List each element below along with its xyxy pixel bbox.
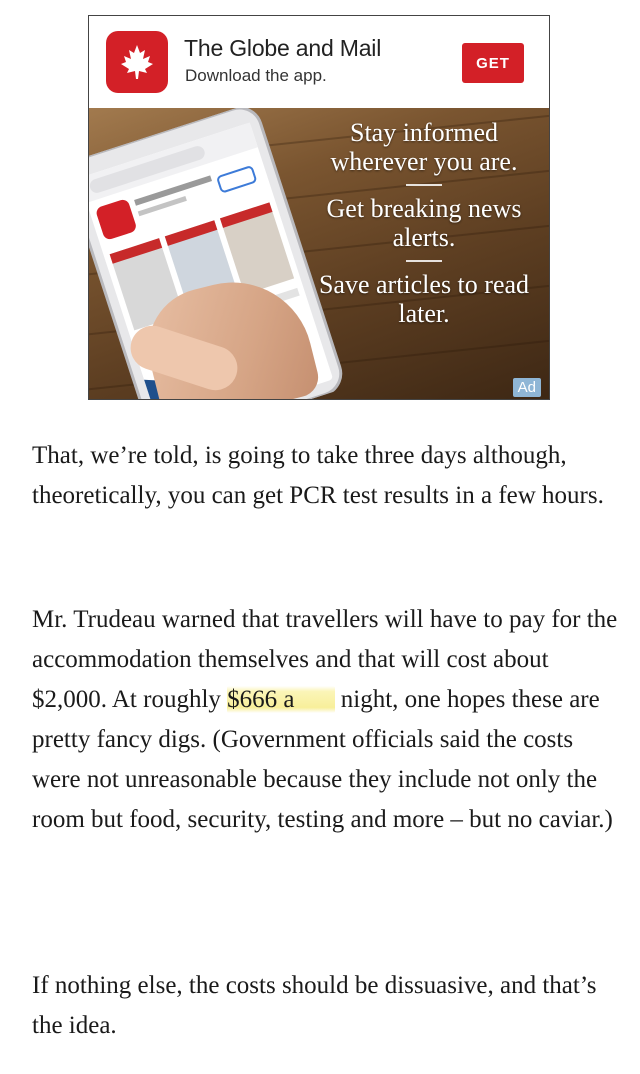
ad-hero-image[interactable]	[89, 108, 549, 400]
tagline-breaking-news: Get breaking news alerts.	[326, 194, 522, 252]
paragraph-text: Mr. Trudeau warned that travellers will have to pay for the accommodation themselves and that will cost about $2,000. At roughly	[32, 606, 618, 713]
ad-header[interactable]	[89, 16, 549, 108]
get-app-button[interactable]: GET	[462, 43, 524, 83]
tagline-save-articles: Save articles to read later.	[318, 270, 530, 328]
ad-tagline	[304, 118, 544, 328]
paragraph-text: night, one hopes these are pretty fancy digs. (Government officials said the costs were not unreasonable because they include not only the room but food, security, testing and more – but no caviar.)	[32, 686, 613, 833]
tagline-divider	[406, 184, 442, 186]
ad-app-name: The Globe and Mail	[184, 35, 382, 61]
article-paragraph	[32, 600, 622, 840]
highlighted-text[interactable]: $666 a	[227, 686, 334, 713]
ad-badge[interactable]: Ad	[513, 378, 541, 397]
maple-leaf-icon	[117, 42, 157, 82]
app-download-ad[interactable]	[88, 15, 550, 400]
app-logo[interactable]	[106, 31, 168, 93]
tagline-stay-informed: Stay informed wherever you are.	[330, 118, 518, 176]
ad-app-subtitle: Download the app.	[185, 66, 327, 85]
tagline-divider	[406, 260, 442, 262]
article-paragraph: That, we’re told, is going to take three days although, theoretically, you can get PCR test results in a few hours.	[32, 442, 604, 509]
article-paragraph: If nothing else, the costs should be dissuasive, and that’s the idea.	[32, 972, 597, 1039]
